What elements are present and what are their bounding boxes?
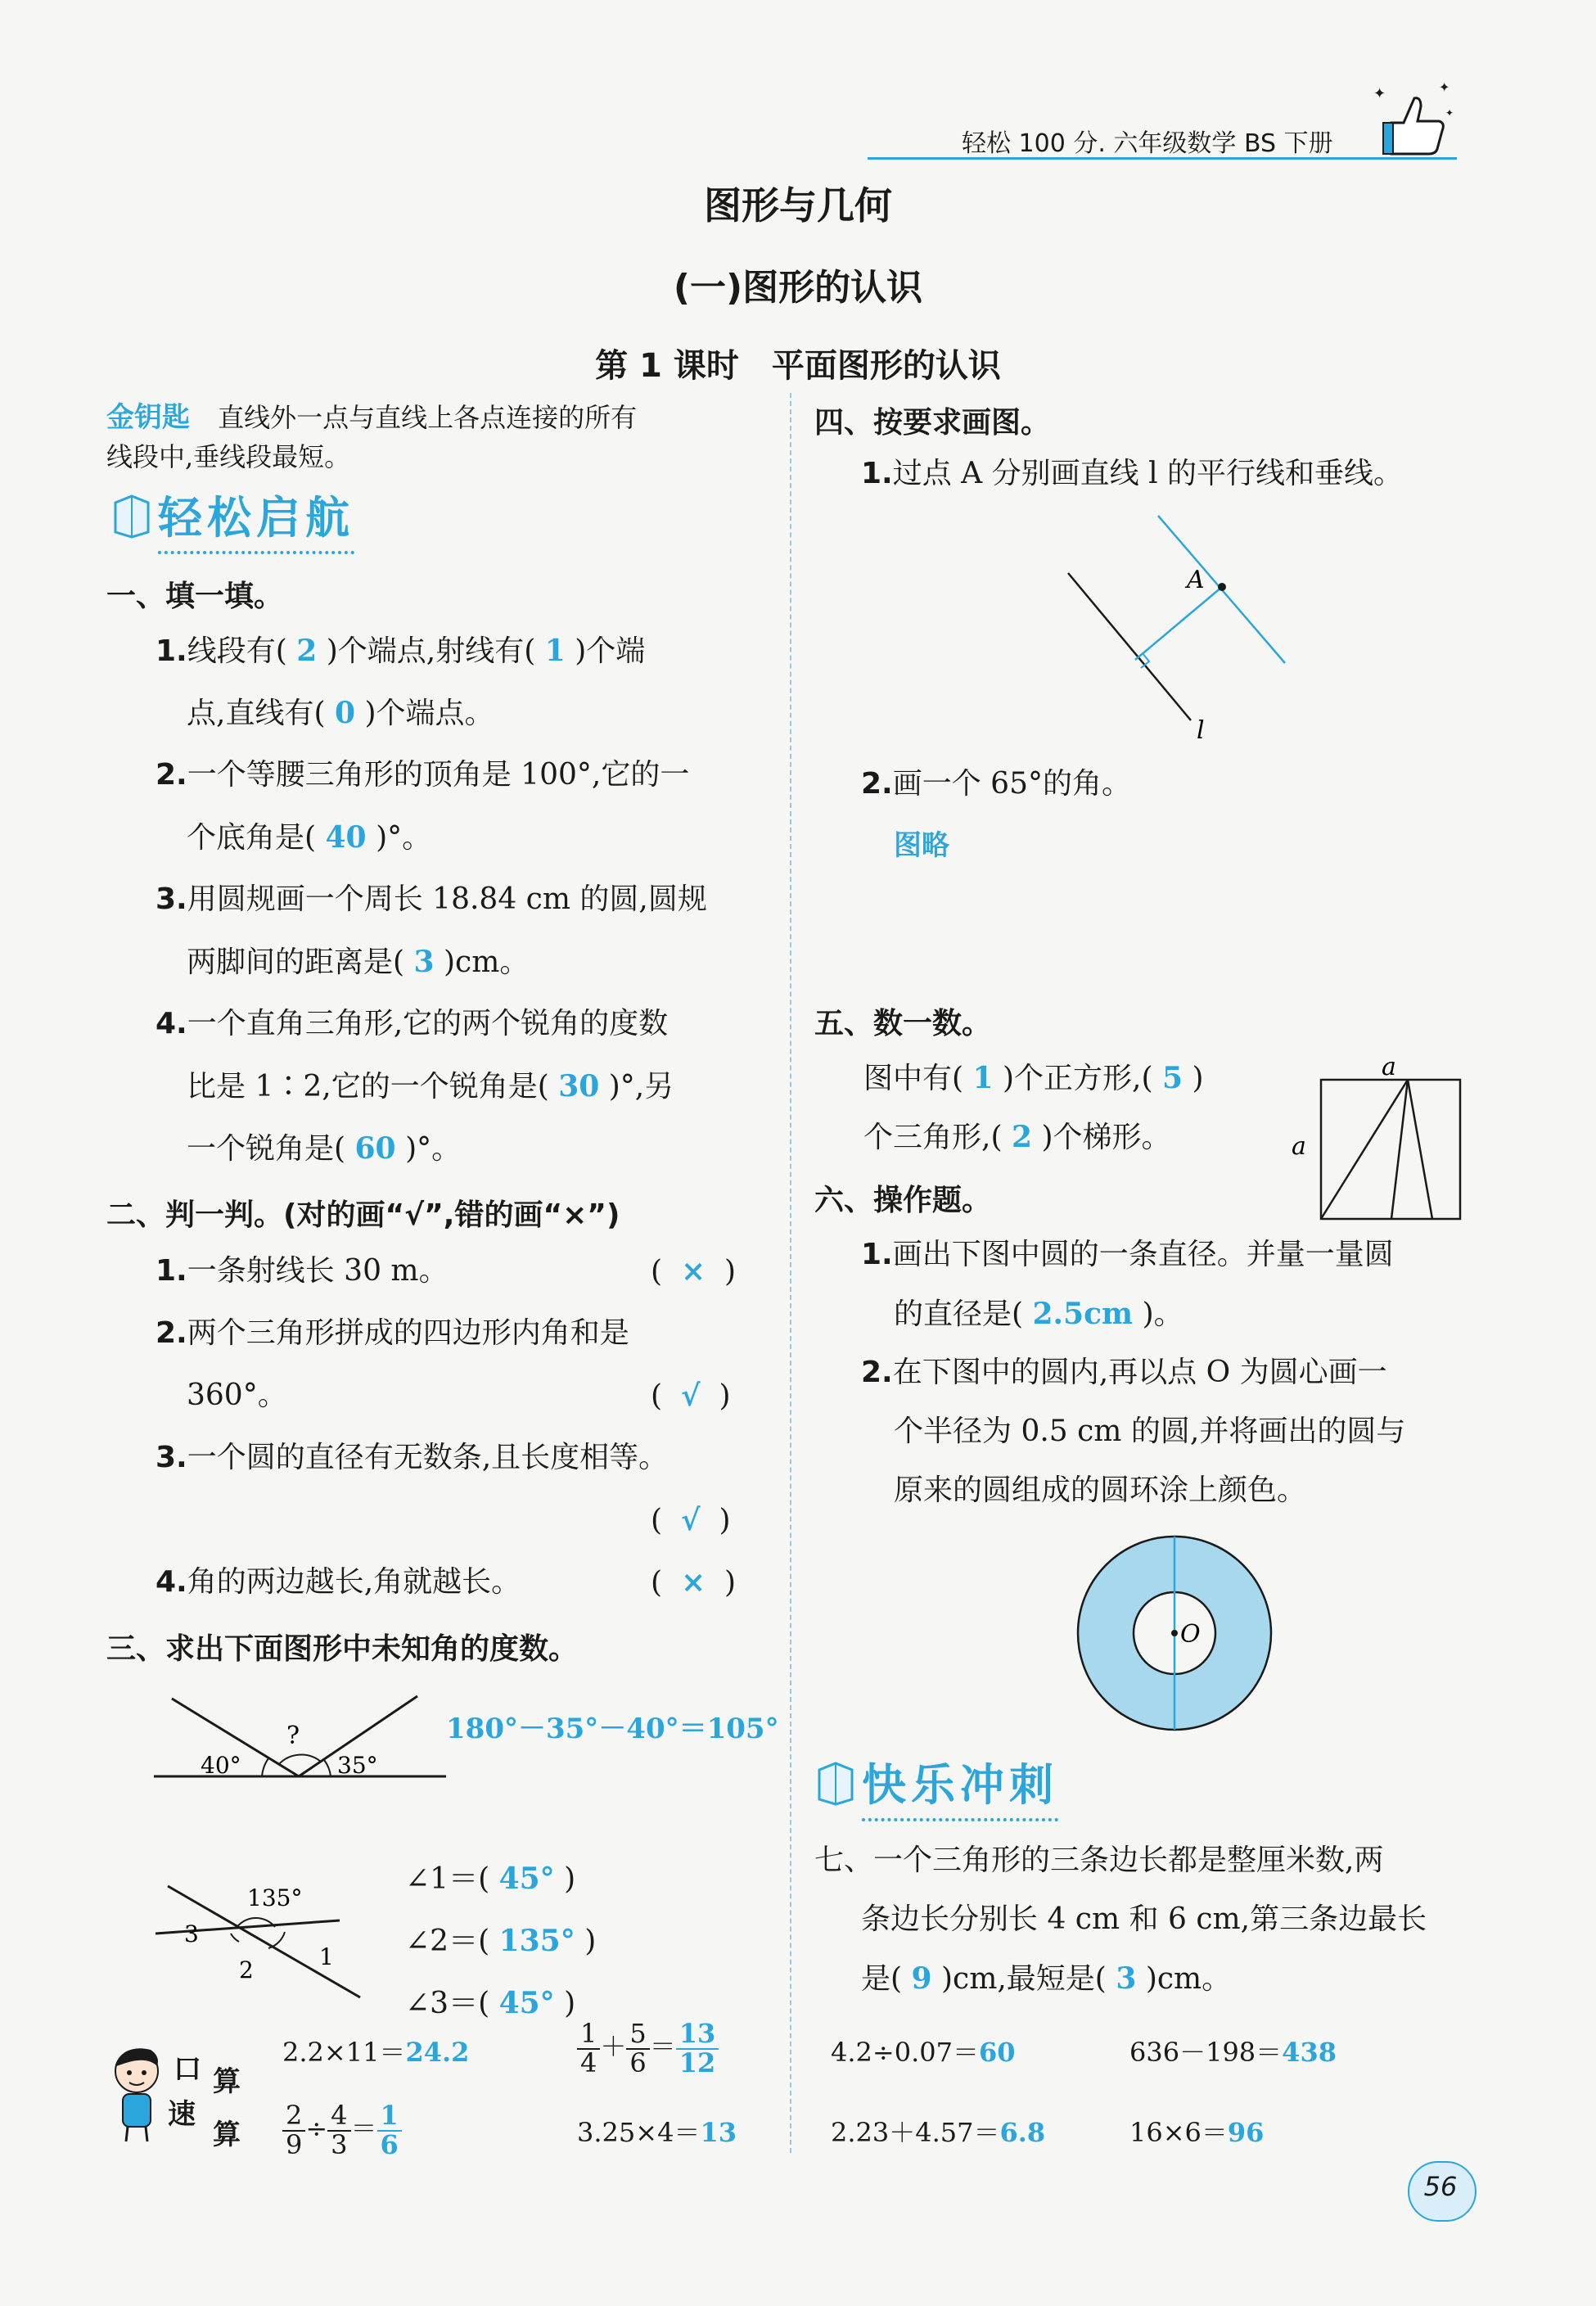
q-num: 2.	[156, 1316, 187, 1350]
center-o-label: O	[1180, 1620, 1201, 1649]
q-num: 1.	[861, 457, 893, 490]
angle-1-label: 1	[319, 1943, 334, 1970]
angle-figure-2	[147, 1875, 368, 2006]
answer: 3	[1116, 1961, 1137, 1996]
q-num: 3.	[156, 882, 187, 916]
answer: 2.5cm	[1032, 1297, 1134, 1331]
q-num: 4.	[156, 1007, 187, 1040]
lesson-title: 第 1 课时 平面图形的认识	[595, 347, 1001, 385]
answer: 45°	[498, 1861, 555, 1896]
part4-heading: 四、按要求画图。	[814, 406, 1051, 440]
p6-q1-line1	[861, 1236, 1394, 1275]
child-mascot-icon	[108, 2038, 165, 2145]
p2-q1	[156, 1252, 449, 1291]
text: 两脚间的距离是(	[187, 945, 405, 979]
golden-key-line2: 线段中,垂线段最短。	[106, 441, 351, 472]
fraction: $\frac{4}{3}$	[327, 2102, 350, 2159]
svg-text:✦: ✦	[1439, 79, 1450, 95]
angle-left-label: 40°	[201, 1752, 241, 1779]
answer-fraction: $\frac{1}{6}$	[377, 2102, 402, 2159]
p4-q1	[861, 455, 1403, 494]
answer: √	[680, 1379, 701, 1413]
p2-q2-line1	[156, 1315, 629, 1353]
text: 图中有(	[863, 1062, 964, 1095]
p1-q2-line2	[187, 819, 431, 858]
q-num: 2.	[156, 758, 187, 792]
p2-q2-answer: ( √ )	[651, 1379, 731, 1413]
mental-e2: $\frac{1}{4}$ ＋ $\frac{5}{6}$ ＝ $\frac{13}{12}$	[577, 2020, 719, 2077]
text: )。	[1142, 1297, 1183, 1331]
p4-q2-answer: 图略	[894, 829, 949, 862]
text: )°。	[405, 1132, 462, 1166]
text: ∠2＝(	[405, 1925, 490, 1958]
golden-key-text1: 直线外一点与直线上各点连接的所有	[218, 402, 638, 433]
answer: 60	[978, 2037, 1016, 2068]
text: 一个等腰三角形的顶角是 100°,它的一	[187, 758, 690, 792]
p4-q2	[861, 765, 1131, 804]
text: 画出下图中圆的一条直径。并量一量圆	[892, 1238, 1394, 1271]
q-num: 2.	[861, 1356, 893, 1389]
text: ∠1＝(	[405, 1862, 490, 1896]
banner-happy-sprint-text: 快乐冲刺	[862, 1750, 1058, 1821]
p3-angle3	[405, 1984, 575, 2024]
golden-key	[106, 399, 637, 435]
page-number: 56	[1423, 2171, 1458, 2202]
answer: 60	[354, 1131, 396, 1166]
thumbs-up-icon	[1367, 74, 1457, 164]
p1-q4-line3	[187, 1130, 461, 1169]
text: 线段有(	[187, 634, 287, 668]
p1-q3-line1	[156, 881, 707, 919]
banner-easy-start	[110, 483, 389, 542]
expr: 636－198＝	[1129, 2037, 1283, 2068]
text: 点,直线有(	[187, 697, 326, 730]
golden-key-label: 金钥匙	[106, 401, 190, 434]
answer: 9	[911, 1961, 932, 1996]
unit-title: (一)图形的认识	[673, 267, 923, 309]
q-num: 1.	[861, 1238, 893, 1271]
text: 七、一个三角形的三条边长都是整厘米数,两	[814, 1843, 1384, 1877]
text: ∠3＝(	[405, 1987, 490, 2020]
part2-heading: 二、判一判。(对的画“√”,错的画“×”)	[106, 1198, 620, 1232]
answer: 40	[325, 820, 367, 855]
mental-e8	[1129, 2116, 1264, 2150]
answer-fraction: $\frac{13}{12}$	[676, 2020, 719, 2077]
p1-q2-line1	[156, 756, 689, 795]
text: )°。	[376, 821, 432, 855]
fraction: $\frac{5}{6}$	[626, 2020, 649, 2077]
p6-q1-line2	[894, 1295, 1183, 1334]
answer: 13	[700, 2117, 737, 2148]
q-num: 1.	[156, 634, 187, 668]
p1-q1-line2	[187, 694, 494, 733]
answer: 6.8	[999, 2117, 1046, 2148]
answer: 2	[296, 634, 318, 668]
text: 的直径是(	[894, 1297, 1024, 1331]
expr: 2.23＋4.57＝	[831, 2117, 1000, 2148]
mental-e6	[577, 2116, 737, 2150]
parallel-perpendicular-figure	[1056, 508, 1301, 745]
q-num: 3.	[156, 1441, 187, 1474]
text: )cm。	[1145, 1962, 1232, 1996]
p6-q2-line1	[861, 1354, 1387, 1392]
angle-2-label: 2	[239, 1956, 254, 1983]
svg-text:✦: ✦	[1373, 85, 1386, 102]
answer: 45°	[498, 1986, 555, 2020]
p6-q2-line2: 个半径为 0.5 cm 的圆,并将画出的圆与	[894, 1415, 1406, 1448]
expr: 3.25×4＝	[577, 2117, 701, 2148]
text: 个三角形,(	[863, 1121, 1003, 1154]
answer: 0	[334, 696, 356, 730]
mental-label-suan1: 算	[213, 2065, 241, 2098]
text: 用圆规画一个周长 18.84 cm 的圆,圆规	[187, 882, 707, 916]
text: 一个锐角是(	[187, 1132, 346, 1166]
part6-heading: 六、操作题。	[814, 1184, 992, 1217]
answer: 5	[1162, 1061, 1183, 1095]
p1-q1-line1	[156, 632, 645, 671]
text: 角的两边越长,角就越长。	[187, 1565, 521, 1599]
fraction: $\frac{1}{4}$	[577, 2020, 600, 2077]
text: 两个三角形拼成的四边形内角和是	[187, 1316, 629, 1350]
point-a-label: A	[1187, 566, 1205, 594]
side-a-top-label: a	[1382, 1053, 1396, 1081]
p3-fig1-answer: 180°－35°－40°＝105°	[446, 1713, 779, 1745]
mental-e1	[282, 2036, 469, 2070]
part3-heading: 三、求出下面图形中未知角的度数。	[106, 1632, 579, 1666]
answer: 30	[558, 1069, 600, 1103]
svg-text:✦: ✦	[1445, 107, 1454, 119]
text: )	[584, 1925, 597, 1958]
angle-right-label: 35°	[337, 1752, 378, 1779]
answer: 3	[413, 945, 435, 979]
answer: √	[680, 1503, 701, 1537]
p2-q3-answer: ( √ )	[651, 1503, 731, 1537]
text: )个正方形,(	[1003, 1062, 1153, 1095]
text: 在下图中的圆内,再以点 O 为圆心画一	[892, 1356, 1387, 1389]
mental-e7	[831, 2116, 1045, 2150]
mental-e5: $\frac{2}{9}$ ÷ $\frac{4}{3}$ ＝ $\frac{1}{6}$	[282, 2102, 402, 2159]
text: )	[564, 1862, 576, 1896]
p3-angle2	[405, 1922, 596, 1961]
mental-label-kou: 口	[174, 2053, 201, 2086]
p3-angle1	[405, 1860, 575, 1899]
expr: 2.2×11＝	[282, 2037, 406, 2068]
answer: 1	[544, 634, 566, 668]
text: )个端	[575, 634, 646, 668]
side-a-left-label: a	[1292, 1132, 1306, 1161]
ring-figure	[1072, 1531, 1277, 1735]
text: 一个圆的直径有无数条,且长度相等。	[187, 1441, 669, 1474]
answer: ×	[680, 1254, 706, 1288]
banner-happy-sprint	[814, 1750, 1109, 1809]
text: 比是 1∶2,它的一个锐角是(	[187, 1070, 549, 1103]
text: )°,另	[608, 1070, 674, 1103]
p5-line2	[863, 1118, 1171, 1158]
text: 过点 A 分别画直线 l 的平行线和垂线。	[892, 457, 1404, 490]
p1-q4-line1	[156, 1005, 668, 1044]
banner-easy-start-text: 轻松启航	[158, 483, 354, 554]
p1-q4-line2	[187, 1067, 674, 1107]
text: )个端点,射线有(	[326, 634, 536, 668]
text: )个梯形。	[1041, 1121, 1171, 1154]
text: )cm。	[444, 945, 530, 979]
text: 是(	[861, 1962, 903, 1996]
angle-135-label: 135°	[247, 1884, 303, 1911]
fraction: $\frac{2}{9}$	[282, 2102, 305, 2159]
p7-line3	[861, 1960, 1231, 1999]
mental-label-su: 速	[168, 2098, 196, 2131]
angle-3-label: 3	[184, 1920, 199, 1947]
square-triangles-figure	[1285, 1052, 1465, 1224]
text: 个底角是(	[187, 821, 317, 855]
q-num: 1.	[156, 1254, 187, 1288]
answer: ×	[680, 1565, 706, 1600]
part5-heading: 五、数一数。	[814, 1007, 992, 1040]
p5-line1	[863, 1059, 1204, 1099]
text: )	[564, 1987, 576, 2020]
p2-q1-answer: ( × )	[651, 1254, 737, 1288]
angle-figure-1	[147, 1686, 458, 1785]
line-l-label: l	[1197, 716, 1205, 745]
p6-q2-line3: 原来的圆组成的圆环涂上颜色。	[894, 1473, 1307, 1507]
text: )个端点。	[364, 697, 494, 730]
q-num: 4.	[156, 1565, 187, 1599]
text: 画一个 65°的角。	[892, 767, 1131, 801]
answer: 135°	[498, 1924, 575, 1958]
mental-e3	[831, 2036, 1016, 2070]
p2-q4-answer: ( × )	[651, 1565, 737, 1600]
answer: 1	[972, 1061, 994, 1095]
p7-line1	[814, 1842, 1383, 1880]
text: 一条射线长 30 m。	[187, 1254, 449, 1288]
p2-q4	[156, 1564, 521, 1602]
p2-q2-line2: 360°。	[187, 1379, 287, 1412]
p1-q3-line2	[187, 943, 529, 982]
answer: 96	[1227, 2117, 1265, 2148]
answer: 2	[1011, 1120, 1033, 1154]
answer: 24.2	[405, 2037, 470, 2068]
angle-unknown-label: ?	[286, 1722, 300, 1750]
book-icon	[110, 491, 153, 539]
text: )cm,最短是(	[941, 1962, 1107, 1996]
p2-q3	[156, 1439, 668, 1478]
text: )	[1192, 1062, 1204, 1095]
answer: 438	[1282, 2037, 1337, 2068]
expr: 16×6＝	[1129, 2117, 1228, 2148]
book-header: 轻松 100 分. 六年级数学 BS 下册	[962, 129, 1333, 158]
p7-line2: 条边长分别长 4 cm 和 6 cm,第三条边最长	[861, 1902, 1427, 1936]
page-title: 图形与几何	[704, 183, 892, 228]
mental-label-suan2: 算	[213, 2119, 241, 2151]
part1-heading: 一、填一填。	[106, 580, 284, 613]
column-divider	[790, 393, 791, 2153]
q-num: 2.	[861, 767, 893, 801]
book-icon	[814, 1758, 857, 1806]
mental-e4	[1129, 2036, 1337, 2070]
expr: 4.2÷0.07＝	[831, 2037, 979, 2068]
text: 一个直角三角形,它的两个锐角的度数	[187, 1007, 669, 1040]
